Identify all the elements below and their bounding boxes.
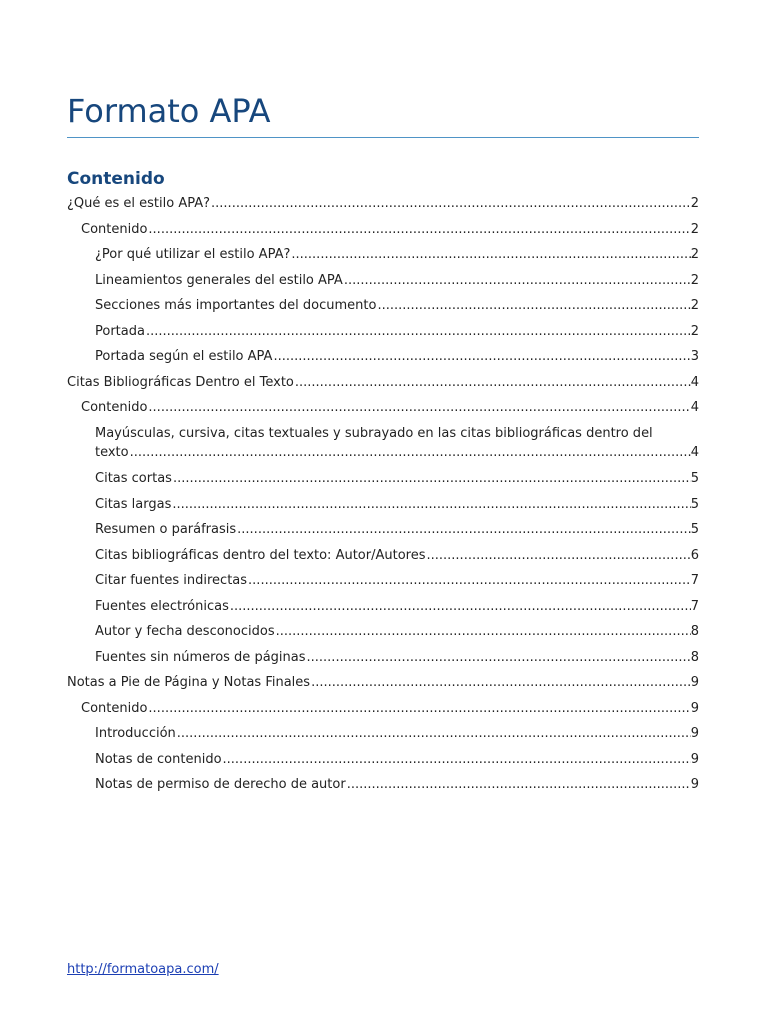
toc-entry[interactable] — [95, 347, 699, 367]
toc-entry[interactable] — [95, 296, 699, 316]
toc-leader-dots — [172, 495, 690, 515]
toc-leader-dots — [295, 373, 691, 393]
toc-entry-text: Citas Bibliográficas Dentro el Texto — [67, 374, 294, 390]
toc-page-number: 5 — [690, 522, 699, 537]
toc-entry[interactable] — [95, 724, 699, 744]
toc-leader-dots — [427, 546, 691, 566]
toc-page-number: 9 — [690, 726, 699, 741]
toc-leader-dots — [173, 469, 691, 489]
toc-leader-dots — [230, 597, 691, 617]
toc-entry-text: Contenido — [81, 400, 148, 415]
toc-leader-dots — [130, 443, 691, 463]
toc-entry[interactable] — [67, 373, 699, 393]
toc-entry-text: Portada según el estilo APA — [95, 349, 273, 364]
toc-entry-text: Autor y fecha desconocidos — [95, 624, 275, 639]
toc-leader-dots — [273, 347, 690, 367]
toc-page-number: 8 — [690, 649, 699, 665]
toc-leader-dots — [291, 245, 690, 265]
toc-entry-text: Introducción — [95, 726, 176, 741]
toc-leader-dots — [148, 220, 690, 240]
toc-entry[interactable] — [95, 775, 699, 795]
toc-page-number: 2 — [690, 272, 699, 288]
toc-entry[interactable] — [67, 194, 699, 214]
toc-page-number: 4 — [690, 444, 699, 460]
toc-leader-dots — [311, 673, 691, 693]
toc-leader-dots — [211, 194, 691, 214]
toc-entry-text: Mayúsculas, cursiva, citas textuales y subrayado en las citas bibliográficas dentro del — [95, 425, 653, 441]
toc-entry[interactable] — [95, 322, 699, 342]
toc-page-number: 2 — [690, 323, 699, 339]
toc-page-number: 4 — [690, 400, 699, 415]
toc-entry[interactable] — [95, 622, 699, 642]
page-title: Formato APA — [67, 92, 271, 130]
toc-entry-text: Notas de permiso de derecho de autor — [95, 777, 346, 792]
toc-page-number: 5 — [690, 496, 699, 512]
toc-page-number: 9 — [690, 751, 699, 767]
toc-page-number: 3 — [690, 349, 699, 364]
toc-entry[interactable] — [95, 546, 699, 566]
toc-leader-dots — [148, 699, 690, 719]
footer-link[interactable]: http://formatoapa.com/ — [67, 962, 219, 977]
toc-leader-dots — [146, 322, 691, 342]
toc-entry-text-continued: texto — [95, 444, 129, 460]
toc-entry[interactable] — [95, 424, 699, 463]
toc-entry[interactable] — [95, 245, 699, 265]
toc-leader-dots — [237, 520, 691, 540]
toc-entry[interactable] — [95, 495, 699, 515]
toc-entry[interactable] — [95, 571, 699, 591]
toc-heading: Contenido — [67, 169, 165, 189]
toc-entry-text: Citar fuentes indirectas — [95, 573, 248, 588]
toc-entry-text: Notas de contenido — [95, 751, 222, 767]
toc-leader-dots — [344, 271, 691, 291]
toc-leader-dots — [148, 398, 690, 418]
toc-page-number: 2 — [690, 196, 699, 211]
toc-entry-text: Fuentes electrónicas — [95, 598, 229, 614]
toc-page-number: 5 — [690, 471, 699, 486]
toc-page-number: 4 — [690, 374, 699, 390]
toc-page-number: 7 — [690, 573, 699, 588]
toc-page-number: 6 — [690, 547, 699, 563]
toc-leader-dots — [276, 622, 691, 642]
toc-entry[interactable] — [95, 469, 699, 489]
toc-page-number: 8 — [690, 624, 699, 639]
toc-entry-text: ¿Por qué utilizar el estilo APA? — [95, 247, 291, 262]
toc-page-number: 9 — [690, 675, 699, 690]
toc-page-number: 2 — [690, 221, 699, 237]
toc-entry-text: Citas cortas — [95, 471, 172, 486]
toc-leader-dots — [223, 750, 691, 770]
toc-entry-text: ¿Qué es el estilo APA? — [67, 196, 211, 211]
toc-leader-dots — [177, 724, 691, 744]
toc-entry-text: Portada — [95, 323, 145, 339]
toc-entry-text: Fuentes sin números de páginas — [95, 649, 306, 665]
toc-entry-text: Contenido — [81, 700, 148, 716]
toc-entry-text: Lineamientos generales del estilo APA — [95, 272, 343, 288]
toc-entry[interactable] — [95, 750, 699, 770]
toc-leader-dots — [347, 775, 691, 795]
toc-entry[interactable] — [67, 673, 699, 693]
toc-entry-text: Resumen o paráfrasis — [95, 522, 237, 537]
toc-page-number: 7 — [690, 598, 699, 614]
toc-leader-dots — [248, 571, 691, 591]
toc-entry-text: Secciones más importantes del documento — [95, 298, 377, 313]
toc-entry[interactable] — [81, 220, 699, 240]
toc-page-number: 9 — [690, 700, 699, 716]
toc-page-number: 2 — [690, 247, 699, 262]
toc-leader-dots — [377, 296, 690, 316]
toc-entry[interactable] — [81, 699, 699, 719]
toc-entry[interactable] — [95, 520, 699, 540]
toc-entry[interactable] — [95, 271, 699, 291]
toc-entry[interactable] — [95, 648, 699, 668]
toc-entry[interactable] — [81, 398, 699, 418]
toc-page-number: 9 — [690, 777, 699, 792]
toc-entry-text: Citas bibliográficas dentro del texto: Autor/Autores — [95, 547, 426, 563]
toc-entry-text: Notas a Pie de Página y Notas Finales — [67, 675, 311, 690]
toc-leader-dots — [307, 648, 691, 668]
toc-page-number: 2 — [690, 298, 699, 313]
toc-entry-text: Citas largas — [95, 496, 172, 512]
toc-entry-text: Contenido — [81, 221, 148, 237]
toc-entry[interactable] — [95, 597, 699, 617]
